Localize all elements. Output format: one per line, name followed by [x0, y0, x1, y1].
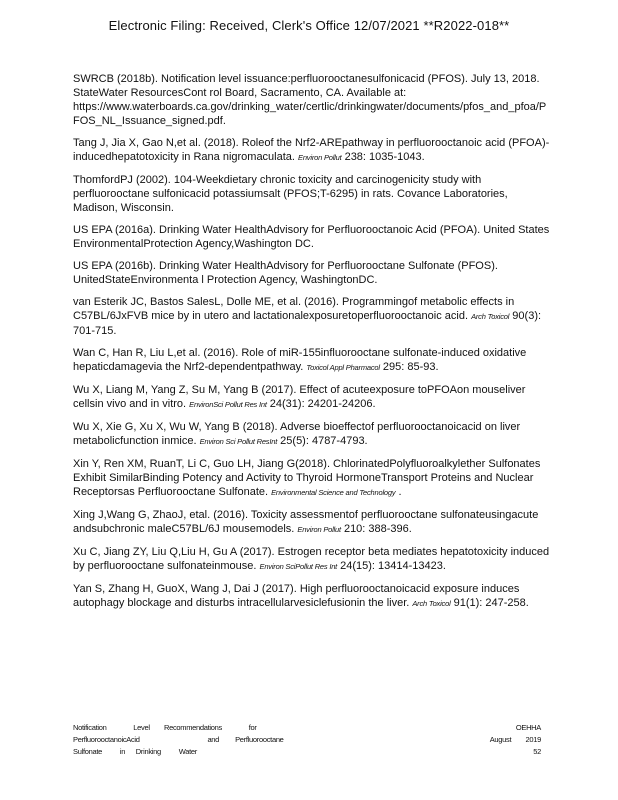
journal-name: Environ Pollut [298, 153, 342, 162]
footer-title-line: PerfluorooctanoicAcid and Perfluorooctane [73, 735, 284, 744]
reference-text: 90(3): 701-715. [73, 310, 542, 337]
reference-text: ThomfordPJ (2002). 104-Weekdietary chronic toxicity and carcinogenicity study with perfluorooctane sulfonicacid potassiumsalt (PFOS;T-6295) in rats. Covance Laboratories, Madison, Wisconsin. [73, 174, 508, 214]
reference-text: Wu X, Xie G, Xu X, Wu W, Yang B (2018). Adverse bioeffectof perfluorooctanoicacid on liver metabolicfunction inmice. [73, 421, 521, 447]
journal-name: Environ Pollut [297, 525, 341, 534]
reference-text: US EPA (2016b). Drinking Water HealthAdvisory for Perfluorooctane Sulfonate (PFOS). UnitedStateEnvironmenta l Protection Agency, WashingtonDC. [73, 260, 498, 286]
reference-text: 24(31): 24201-24206. [266, 398, 376, 410]
footer-agency: OEHHA [515, 723, 541, 732]
footer-agency-date-page [490, 722, 541, 758]
journal-name: Environmental Science and Technology [271, 488, 396, 497]
reference-entry-xin [73, 457, 551, 500]
reference-text: 295: 85-93. [379, 361, 439, 373]
reference-text: Xin Y, Ren XM, RuanT, Li C, Guo LH, Jiang G(2018). ChlorinatedPolyfluoroalkylether Sulfonates Exhibit SimilarBinding Potency and Activity to Thyroid HormoneTransport Proteins and Nuclear Receptorsas Perfluorooctane Sulfonate. [73, 458, 541, 498]
reference-text: . [395, 486, 402, 498]
filing-header: Electronic Filing: Received, Clerk's Office 12/07/2021 **R2022-018** [108, 18, 510, 33]
reference-text: US EPA (2016a). Drinking Water HealthAdvisory for Perfluorooctanoic Acid (PFOA). United States EnvironmentalProtection Agency,Washington DC. [73, 224, 550, 250]
reference-entry-epa-2016a [73, 223, 551, 251]
reference-text: van Esterik JC, Bastos SalesL, Dolle ME, et al. (2016). Programmingof metabolic effects in C57BL/6JxFVB mice by in utero and lactationalexposuretoperfluorooctanoic acid. [73, 296, 515, 322]
reference-entry-wu-2018 [73, 420, 551, 449]
reference-text: Wu X, Liang M, Yang Z, Su M, Yang B (2017). Effect of acuteexposure toPFOAon mouseliver cellsin vivo and in vitro. [73, 384, 526, 410]
reference-text: Xu C, Jiang ZY, Liu Q,Liu H, Gu A (2017). Estrogen receptor beta mediates hepatotoxicity induced by perfluorooctane sulfonateinmouse. [73, 546, 550, 572]
reference-list [73, 72, 551, 619]
journal-name: Arch Toxicol [471, 312, 510, 321]
journal-name: EnvironSci Pollut Res Int [189, 400, 267, 409]
reference-entry-wu-2017 [73, 383, 551, 412]
journal-name: Environ Sci Pollut ResInt [199, 437, 278, 446]
reference-entry-thomford [73, 173, 551, 215]
reference-text: Xing J,Wang G, ZhaoJ, etal. (2016). Toxicity assessmentof perfluorooctane sulfonateusingacute andsubchronic maleC57BL/6J mousemodels. [73, 509, 539, 535]
reference-entry-epa-2016b [73, 259, 551, 287]
reference-entry-van-esterik [73, 295, 551, 338]
journal-name: Arch Toxicol [412, 599, 451, 608]
journal-name: Toxicol Appl Pharmacol [306, 363, 380, 372]
footer-document-title [73, 722, 284, 758]
reference-text: SWRCB (2018b). Notification level issuance:perfluorooctanesulfonicacid (PFOS). July 13, 2018. StateWater ResourcesCont rol Board, Sacramento, CA. Available at: https://www.waterboards.ca.gov/drinking_water/certlic/drinkingwater/documents/pfos_and_pfoa/PFOS_NL_Issuance_signed.pdf. [73, 73, 547, 127]
reference-entry-wan [73, 346, 551, 375]
footer-title-line: Sulfonate in Drinking Water [73, 747, 197, 756]
reference-text: Tang J, Jia X, Gao N,et al. (2018). Roleof the Nrf2-AREpathway in perfluorooctanoic acid (PFOA)-inducedhepatotoxicity in Rana nigromaculata. [73, 137, 550, 163]
reference-text: Wan C, Han R, Liu L,et al. (2016). Role of miR-155influorooctane sulfonate-induced oxidative hepaticdamagevia the Nrf2-dependentpathway. [73, 347, 527, 373]
footer-page-number: 52 [533, 747, 541, 756]
footer-title-line: Notification Level Recommendations for [73, 723, 257, 732]
reference-text: 25(5): 4787-4793. [277, 435, 368, 447]
journal-name: Environ SciPollut Res Int [259, 562, 338, 571]
reference-entry-yan [73, 582, 551, 611]
reference-text: Yan S, Zhang H, GuoX, Wang J, Dai J (2017). High perfluorooctanoicacid exposure induces autophagy blockage and disturbs intracellularvesiclefusionin the liver. [73, 583, 520, 609]
reference-entry-swrcb [73, 72, 551, 128]
reference-text: 210: 388-396. [340, 523, 412, 535]
reference-entry-xing [73, 508, 551, 537]
reference-text: 238: 1035-1043. [341, 151, 425, 163]
reference-entry-xu [73, 545, 551, 574]
reference-entry-tang [73, 136, 551, 165]
footer-date: August 2019 [489, 735, 541, 744]
reference-text: 24(15): 13414-13423. [337, 560, 446, 572]
reference-text: 91(1): 247-258. [450, 597, 529, 609]
